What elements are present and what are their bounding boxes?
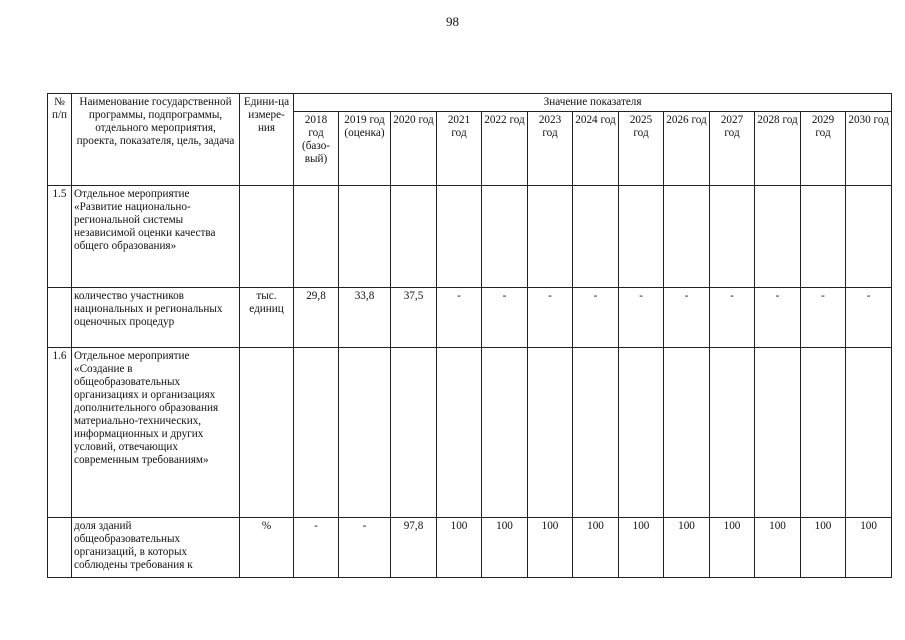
- row-value: -: [710, 288, 755, 348]
- table-row: [48, 288, 892, 348]
- header-name: Наименование государственной программы, подпрограммы, отдельного мероприятия, проекта, показателя, цель, задача: [72, 94, 240, 186]
- row-unit: [240, 186, 294, 288]
- row-name: Отдельное мероприятие «Создание в общеобразовательных организациях и организациях дополнительного образования материально-технических, информационных и других условий, отвечающих современным требованиям»: [72, 348, 240, 518]
- row-value: [755, 186, 801, 288]
- header-year: 2029 год: [801, 112, 846, 186]
- row-unit: тыс. единиц: [240, 288, 294, 348]
- row-value: [437, 186, 482, 288]
- header-year: 2018 год (базо-вый): [294, 112, 339, 186]
- row-value: [573, 348, 619, 518]
- row-value: [573, 186, 619, 288]
- row-unit: %: [240, 518, 294, 578]
- row-value: -: [528, 288, 573, 348]
- row-value: [710, 348, 755, 518]
- row-value: [339, 348, 391, 518]
- row-name: количество участников национальных и региональных оценочных процедур: [72, 288, 240, 348]
- row-value: [619, 348, 664, 518]
- row-value: 100: [755, 518, 801, 578]
- page-number: 98: [446, 14, 459, 29]
- row-value: -: [846, 288, 892, 348]
- row-value: 100: [482, 518, 528, 578]
- row-unit: [240, 348, 294, 518]
- row-value: [664, 348, 710, 518]
- row-value: 100: [573, 518, 619, 578]
- row-value: [664, 186, 710, 288]
- row-value: [801, 348, 846, 518]
- row-value: [755, 348, 801, 518]
- header-year: 2022 год: [482, 112, 528, 186]
- row-value: 97,8: [391, 518, 437, 578]
- row-value: 100: [846, 518, 892, 578]
- row-value: [801, 186, 846, 288]
- header-unit: Едини-ца измере-ния: [240, 94, 294, 186]
- row-value: -: [801, 288, 846, 348]
- row-value: [391, 348, 437, 518]
- row-value: [339, 186, 391, 288]
- indicators-table: [47, 93, 892, 578]
- header-year: 2021 год: [437, 112, 482, 186]
- table-body: [48, 186, 892, 578]
- row-value: -: [664, 288, 710, 348]
- row-value: 29,8: [294, 288, 339, 348]
- row-num: 1.5: [48, 186, 72, 288]
- row-value: 37,5: [391, 288, 437, 348]
- row-value: [391, 186, 437, 288]
- header-year: 2019 год (оценка): [339, 112, 391, 186]
- table-row: [48, 518, 892, 578]
- row-value: [294, 348, 339, 518]
- row-num: [48, 518, 72, 578]
- row-value: 100: [710, 518, 755, 578]
- header-num: № п/п: [48, 94, 72, 186]
- row-value: 33,8: [339, 288, 391, 348]
- row-value: [528, 186, 573, 288]
- table-header: [48, 94, 892, 186]
- header-year: 2024 год: [573, 112, 619, 186]
- header-value-group: Значение показателя: [294, 94, 892, 112]
- row-value: 100: [437, 518, 482, 578]
- row-value: [846, 186, 892, 288]
- table-row: [48, 348, 892, 518]
- row-value: [294, 186, 339, 288]
- header-year: 2027 год: [710, 112, 755, 186]
- row-value: 100: [528, 518, 573, 578]
- row-value: [528, 348, 573, 518]
- header-year: 2020 год: [391, 112, 437, 186]
- header-year: 2023 год: [528, 112, 573, 186]
- row-value: 100: [801, 518, 846, 578]
- row-num: 1.6: [48, 348, 72, 518]
- row-value: [437, 348, 482, 518]
- row-value: 100: [664, 518, 710, 578]
- row-value: -: [573, 288, 619, 348]
- row-value: [619, 186, 664, 288]
- row-value: [482, 186, 528, 288]
- row-value: -: [339, 518, 391, 578]
- row-value: -: [482, 288, 528, 348]
- row-value: -: [755, 288, 801, 348]
- row-name: Отдельное мероприятие «Развитие национально-региональной системы независимой оценки качества общего образования»: [72, 186, 240, 288]
- row-value: -: [619, 288, 664, 348]
- table-row: [48, 186, 892, 288]
- header-year: 2030 год: [846, 112, 892, 186]
- row-num: [48, 288, 72, 348]
- row-value: [482, 348, 528, 518]
- row-value: [846, 348, 892, 518]
- row-value: -: [294, 518, 339, 578]
- header-year: 2028 год: [755, 112, 801, 186]
- row-name: доля зданий общеобразовательных организаций, в которых соблюдены требования к: [72, 518, 240, 578]
- header-year: 2025 год: [619, 112, 664, 186]
- row-value: -: [437, 288, 482, 348]
- row-value: 100: [619, 518, 664, 578]
- row-value: [710, 186, 755, 288]
- header-year: 2026 год: [664, 112, 710, 186]
